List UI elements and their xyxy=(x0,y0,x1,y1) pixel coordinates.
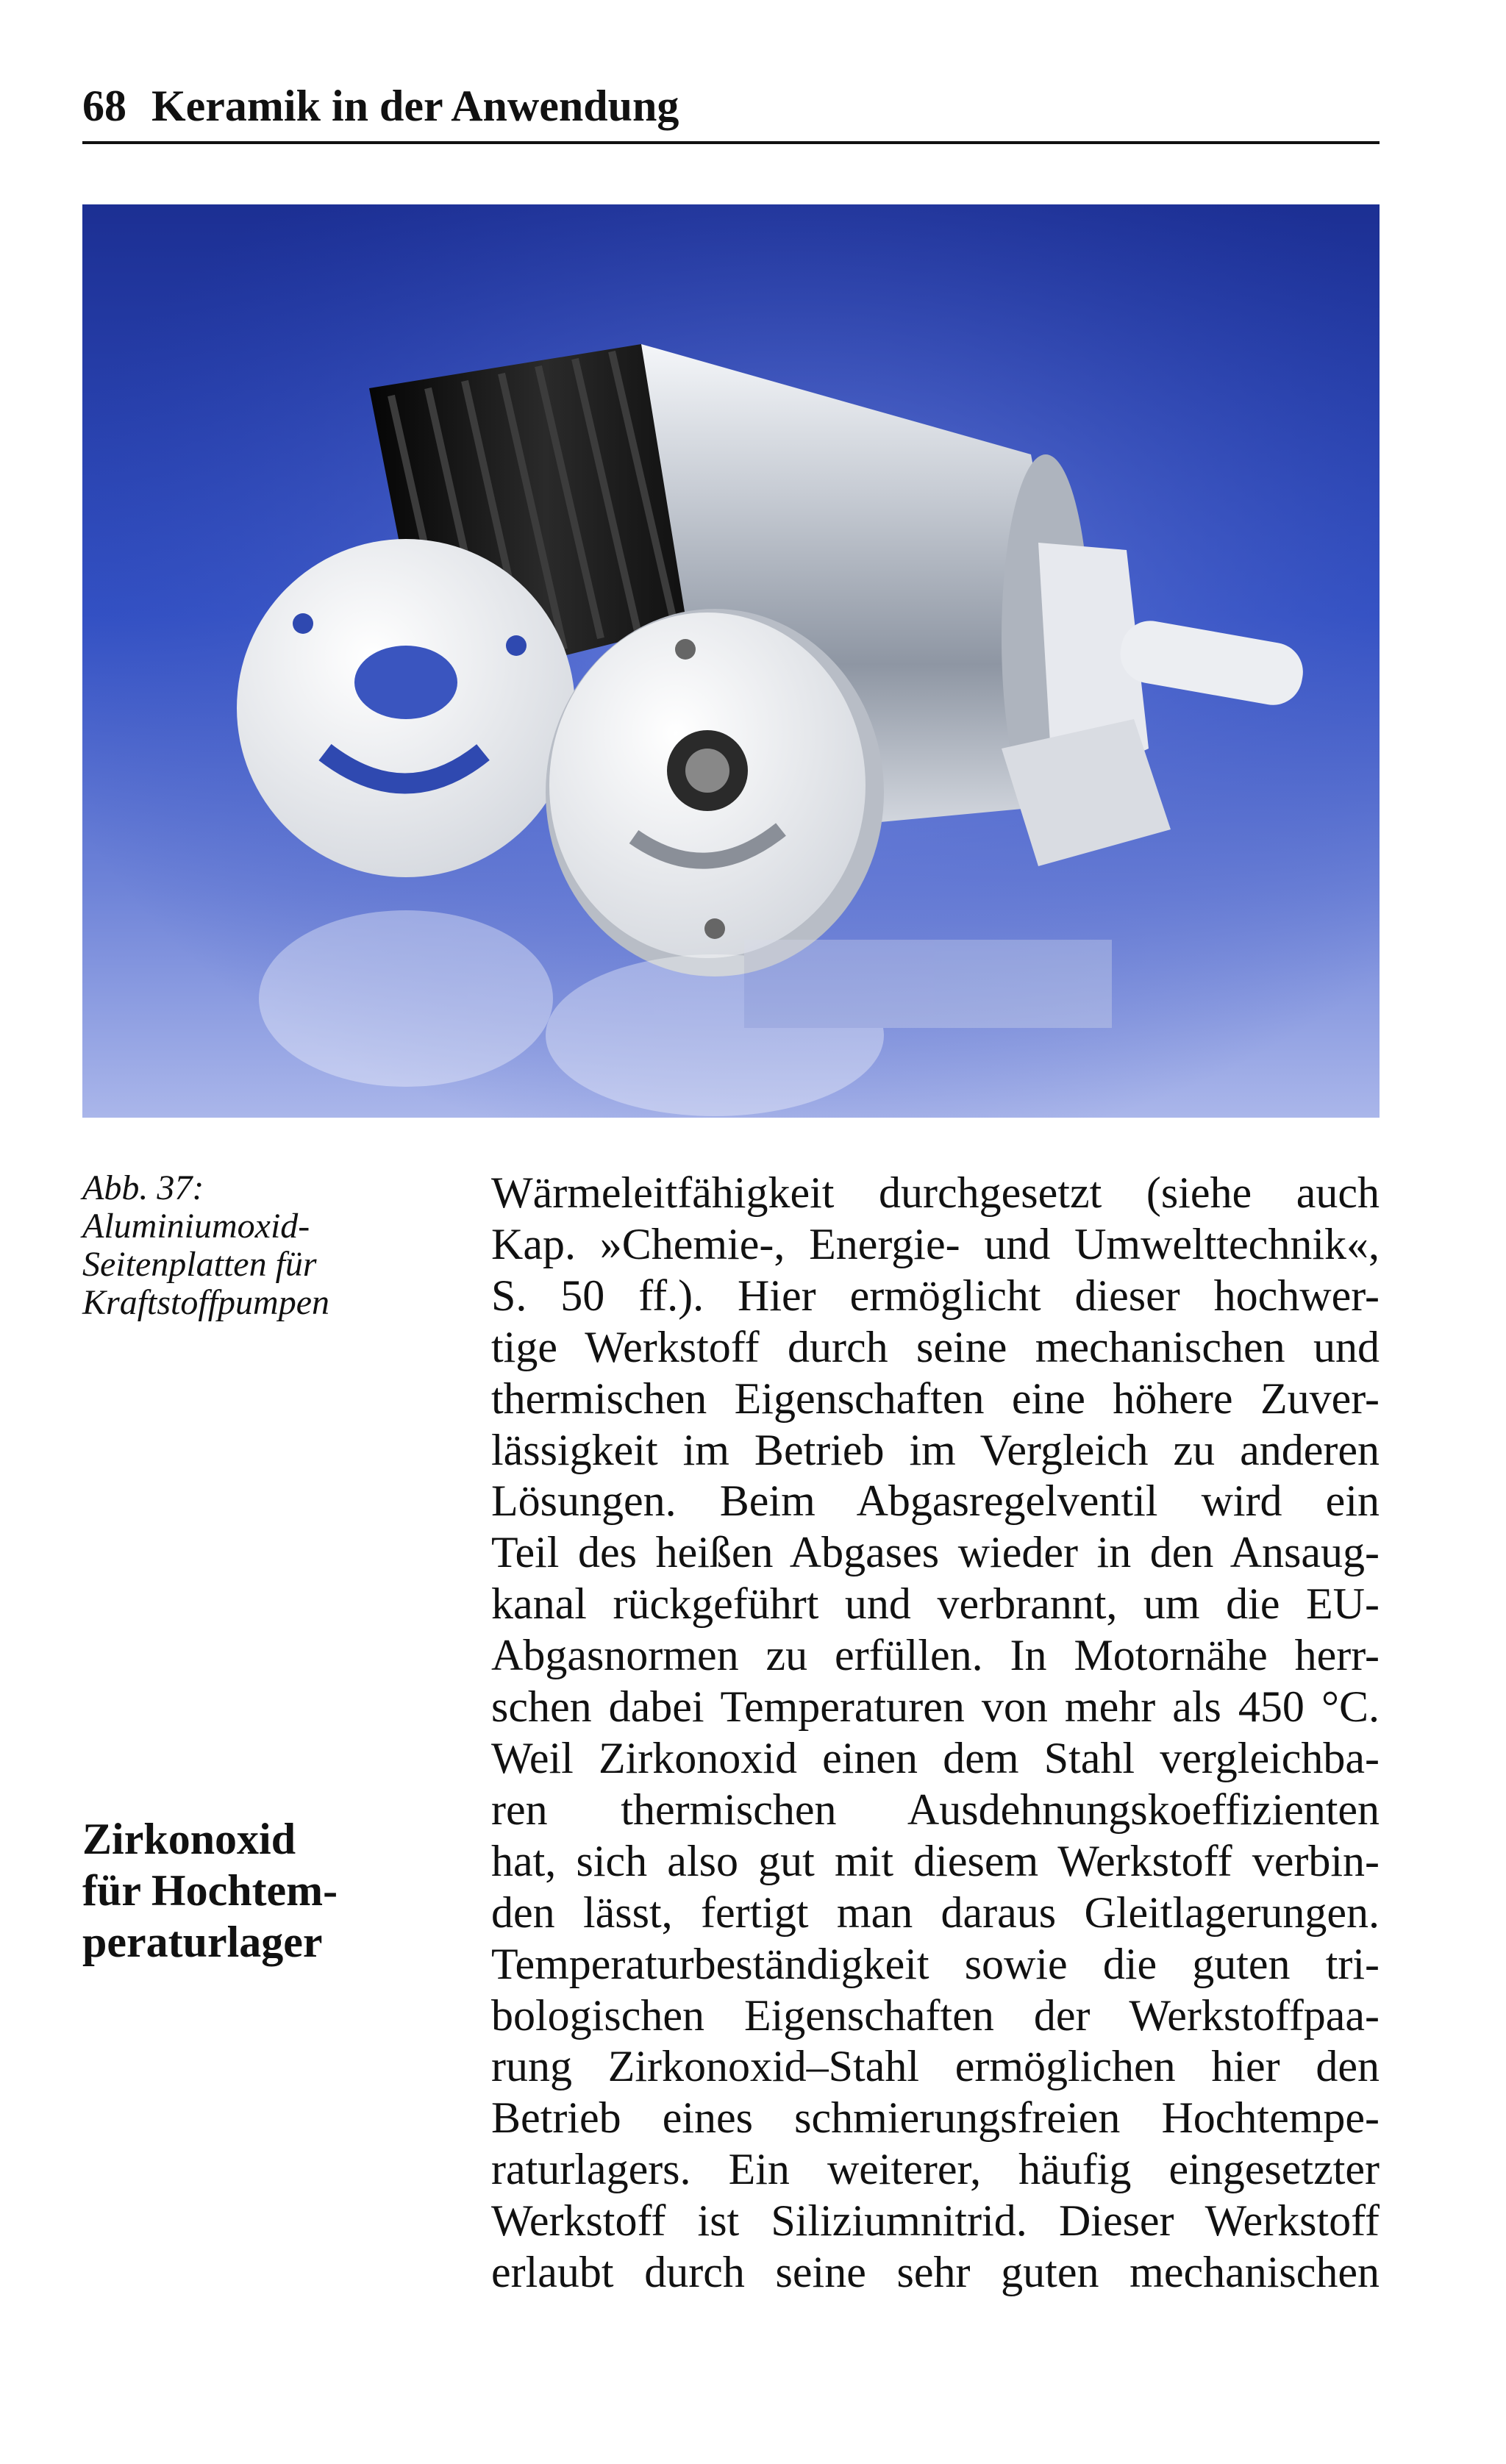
product-photo xyxy=(82,204,1380,1118)
text-line: Betrieb eines schmierungsfreien Hochtempe- xyxy=(491,2093,1380,2143)
text-line: Lösungen. Beim Abgasregelventil wird ein xyxy=(491,1476,1380,1526)
page-number: 68 xyxy=(82,81,126,130)
ceramic-side-plate-front xyxy=(546,609,884,976)
caption-line: Abb. 37: xyxy=(82,1168,204,1207)
text-line: den lässt, fertigt man daraus Gleitlagerungen. xyxy=(491,1888,1380,1937)
text-line: Kap. »Chemie-, Energie- und Umwelttechnik«, xyxy=(491,1219,1380,1268)
running-header xyxy=(82,71,1380,144)
text-line: hat, sich also gut mit diesem Werkstoff verbin- xyxy=(491,1836,1380,1885)
text-line: bologischen Eigenschaften der Werkstoffpaa- xyxy=(491,1990,1380,2040)
text-line: Teil des heißen Abgases wieder in den Ansaug- xyxy=(491,1528,1380,1577)
caption-line: Kraftstoffpumpen xyxy=(82,1283,330,1322)
text-line: raturlagers. Ein weiterer, häufig eingesetzter xyxy=(491,2145,1380,2194)
text-line: kanal rückgeführt und verbrannt, um die EU- xyxy=(491,1579,1380,1629)
text-line: Weil Zirkonoxid einen dem Stahl vergleichba- xyxy=(491,1733,1380,1782)
text-line: thermischen Eigenschaften eine höhere Zuver- xyxy=(491,1374,1380,1423)
fuel-pump-illustration xyxy=(82,204,1380,1118)
body-paragraph xyxy=(491,1168,1380,2299)
ceramic-side-plate-left xyxy=(237,539,575,877)
margin-heading-line: peraturlager xyxy=(82,1918,323,1966)
margin-heading xyxy=(82,1813,421,1968)
margin-heading-line: für Hochtem- xyxy=(82,1866,338,1915)
text-line: schen dabei Temperaturen von mehr als 450 °C. xyxy=(491,1682,1380,1732)
text-line: Werkstoff ist Siliziumnitrid. Dieser Werkstoff xyxy=(491,2196,1380,2246)
text-line: rung Zirkonoxid–Stahl ermöglichen hier den xyxy=(491,2042,1380,2091)
text-line: Wärmeleitfähigkeit durchgesetzt (siehe auch xyxy=(491,1168,1380,1217)
figure-caption xyxy=(82,1169,391,1322)
text-line: erlaubt durch seine sehr guten mechanischen xyxy=(491,2248,1380,2297)
text-line: S. 50 ff.). Hier ermöglicht dieser hochwer- xyxy=(491,1271,1380,1320)
caption-line: Aluminiumoxid- xyxy=(82,1207,310,1246)
chapter-title: Keramik in der Anwendung xyxy=(151,81,679,130)
text-line: ren thermischen Ausdehnungskoeffizienten xyxy=(491,1785,1380,1834)
text-line: Abgasnormen zu erfüllen. In Motornähe herr- xyxy=(491,1631,1380,1680)
margin-heading-line: Zirkonoxid xyxy=(82,1815,296,1863)
text-line: tige Werkstoff durch seine mechanischen und xyxy=(491,1322,1380,1371)
caption-line: Seitenplatten für xyxy=(82,1245,317,1284)
text-line: lässigkeit im Betrieb im Vergleich zu anderen xyxy=(491,1425,1380,1474)
text-line: Temperaturbeständigkeit sowie die guten tri- xyxy=(491,1939,1380,1988)
